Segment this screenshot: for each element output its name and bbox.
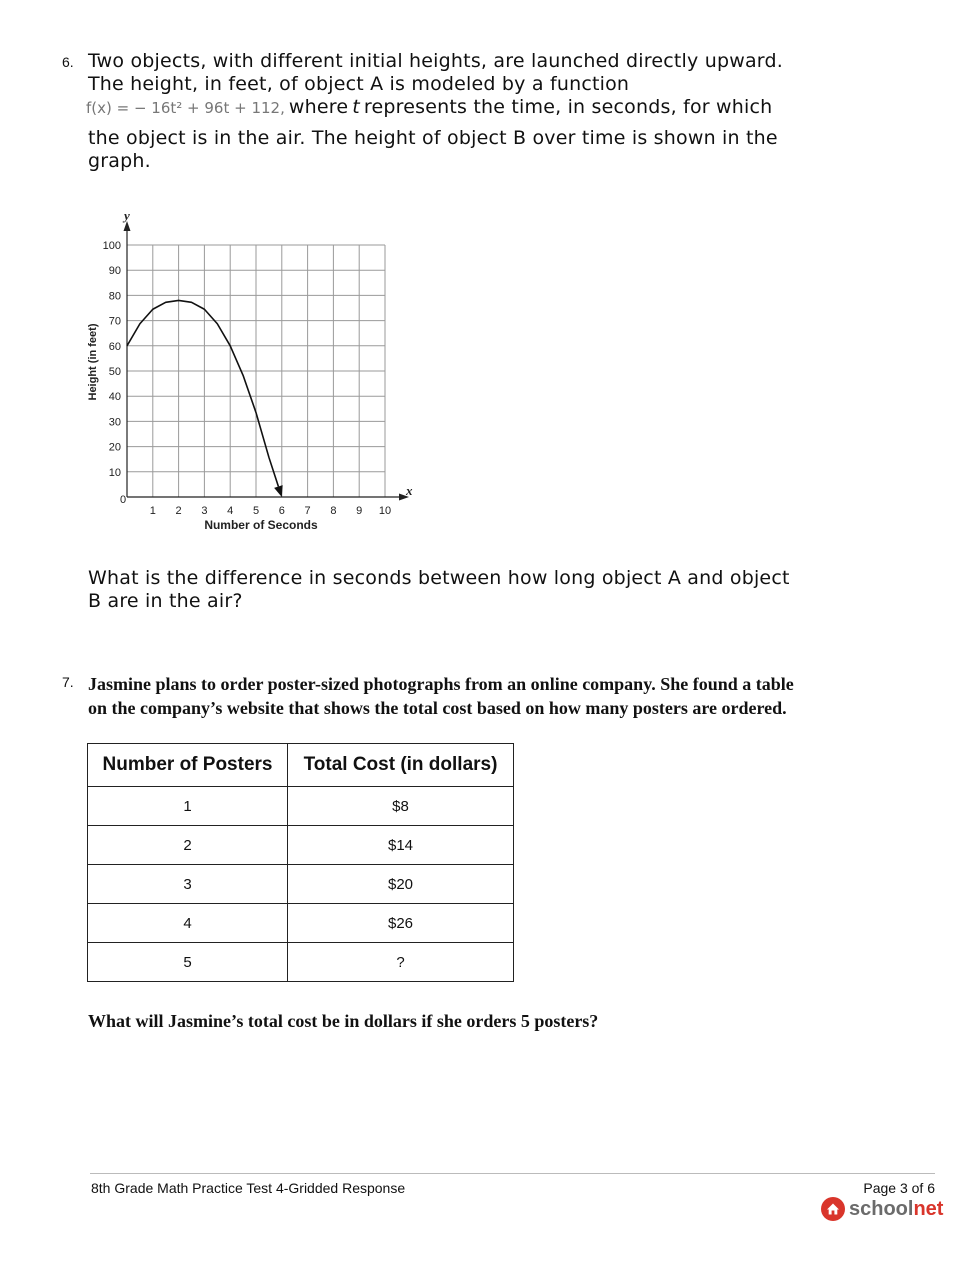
x-tick-label: 9 — [356, 505, 363, 517]
logo-text-school: school — [849, 1197, 914, 1220]
question-6-line-1: Two objects, with different initial heights, are launched directly upward. — [88, 50, 783, 72]
cost-cell: $20 — [288, 865, 514, 904]
x-tick-label: 1 — [149, 505, 156, 517]
question-6-line-5: graph. — [88, 150, 151, 172]
question-6-line-4: the object is in the air. The height of object B over time is shown in the — [88, 127, 778, 149]
question-7-line-1: Jasmine plans to order poster-sized photographs from an online company. She found a table — [88, 674, 794, 694]
cost-cell: $26 — [288, 904, 514, 943]
y-axis-letter: y — [124, 208, 130, 223]
y-tick-label: 50 — [108, 366, 121, 378]
y-tick-label: 100 — [102, 240, 121, 252]
house-icon — [821, 1197, 845, 1221]
series-end-arrow — [274, 485, 283, 497]
x-tick-label: 3 — [201, 505, 208, 517]
x-tick-label: 8 — [330, 505, 337, 517]
y-tick-label: 60 — [108, 340, 121, 353]
question-6-ask-line-1: What is the difference in seconds between how long object A and object — [88, 567, 790, 589]
y-tick-label: 20 — [108, 441, 121, 454]
x-axis-letter: x — [406, 483, 413, 498]
cost-cell: $14 — [288, 826, 514, 865]
cost-cell: ? — [288, 943, 514, 982]
question-6-ask-line-2: B are in the air? — [88, 590, 243, 612]
x-axis-label: Number of Seconds — [204, 518, 318, 532]
question-6-line-3-pre: where — [288, 96, 349, 118]
question-7-number: 7. — [62, 674, 74, 690]
question-7-line-2: on the company’s website that shows the total cost based on how many posters are ordered. — [88, 698, 787, 718]
y-tick-label: 90 — [108, 265, 121, 278]
question-6-line-2: The height, in feet, of object A is modeled by a function — [88, 73, 630, 95]
header-number-of-posters: Number of Posters — [88, 744, 288, 787]
chart-ticks — [103, 240, 391, 517]
function-formula: f(x) = − 16t² + 96t + 112, — [86, 99, 285, 117]
posters-cell: 4 — [88, 904, 288, 943]
variable-t: t — [352, 96, 360, 118]
posters-cell: 3 — [88, 865, 288, 904]
x-tick-label: 2 — [175, 505, 182, 517]
table-header-row — [88, 744, 514, 787]
header-total-cost: Total Cost (in dollars) — [288, 744, 514, 787]
table-row — [88, 865, 514, 904]
table-row — [88, 904, 514, 943]
y-tick-label: 30 — [108, 416, 121, 429]
question-7-ask: What will Jasmine’s total cost be in dollars if she orders 5 posters? — [88, 1011, 599, 1031]
chart-grid — [127, 245, 385, 497]
posters-cell: 1 — [88, 787, 288, 826]
posters-cell: 2 — [88, 826, 288, 865]
x-tick-label: 7 — [304, 505, 311, 517]
y-tick-label: 10 — [108, 466, 121, 479]
question-6-number: 6. — [62, 54, 74, 70]
y-tick-label: 40 — [108, 391, 121, 404]
table-row — [88, 943, 514, 982]
x-tick-label: 6 — [278, 505, 285, 517]
y-axis-label: Height (in feet) — [87, 323, 99, 401]
footer-divider — [90, 1173, 935, 1174]
chart-axes — [124, 221, 410, 501]
x-tick-label: 4 — [227, 505, 234, 517]
y-tick-label: 80 — [108, 290, 121, 303]
logo-text-net: net — [913, 1197, 944, 1220]
question-6-line-3 — [86, 96, 772, 119]
footer-page-number: Page 3 of 6 — [863, 1180, 935, 1196]
x-tick-label: 10 — [378, 505, 392, 517]
height-chart — [80, 205, 420, 540]
cost-cell: $8 — [288, 787, 514, 826]
question-6-line-3-post: represents the time, in seconds, for which — [363, 96, 773, 118]
table-row — [88, 787, 514, 826]
schoolnet-logo — [821, 1195, 943, 1223]
table-row — [88, 826, 514, 865]
footer-title: 8th Grade Math Practice Test 4-Gridded Response — [91, 1180, 406, 1196]
x-tick-label: 5 — [252, 505, 260, 517]
y-tick-label: 70 — [108, 315, 121, 328]
poster-cost-table — [87, 743, 514, 982]
posters-cell: 5 — [88, 943, 288, 982]
origin-label: 0 — [120, 494, 127, 506]
